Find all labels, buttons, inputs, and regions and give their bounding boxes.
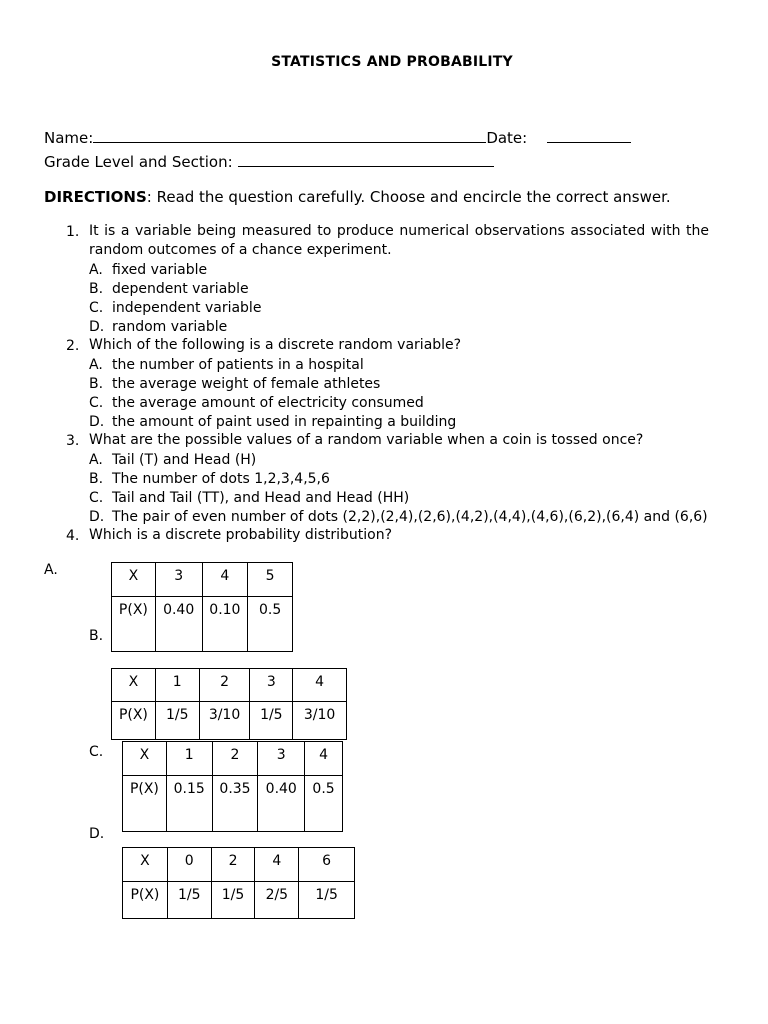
option-letter: B. [89,281,104,297]
option[interactable] [89,319,227,335]
table-cell: 2 [199,669,250,702]
question-number: 2. [66,338,80,354]
option-text: independent variable [112,300,262,316]
option[interactable] [89,376,380,392]
question-number: 4. [66,528,80,544]
option-letter: C. [89,300,104,316]
option-text: Tail (T) and Head (H) [112,452,257,468]
question-number: 3. [66,433,80,449]
table-cell: 3 [155,563,202,597]
directions [44,188,671,206]
table-cell: 1 [155,669,199,702]
grade-label: Grade Level and Section: [44,153,233,171]
option-letter: B. [89,471,104,487]
option-text: random variable [112,319,228,335]
page-title: STATISTICS AND PROBABILITY [271,54,513,70]
table-cell: P(X) [123,776,167,832]
option[interactable] [89,300,261,316]
table-cell: 0.5 [248,597,293,652]
table-cell: 0 [167,848,211,882]
table-cell: 0.40 [155,597,202,652]
probability-table-c [122,741,343,832]
option[interactable] [89,414,456,430]
directions-text: : Read the question carefully. Choose and encircle the correct answer. [146,188,671,206]
grade-blank[interactable] [238,151,494,167]
option-letter: A. [89,452,103,468]
option[interactable] [89,452,256,468]
table-cell: 4 [293,669,347,702]
question-number: 1. [66,224,80,240]
option[interactable] [89,471,330,487]
table-cell: 1 [166,742,212,776]
table-cell: 2/5 [255,882,299,919]
table-cell: 4 [305,742,343,776]
option-text: the average weight of female athletes [112,376,381,392]
table-cell: 3 [258,742,305,776]
table-cell: 6 [299,848,355,882]
table-cell: 3 [250,669,293,702]
table-cell: 4 [202,563,248,597]
table-cell: 3/10 [293,702,347,740]
table-cell: X [112,563,156,597]
table-cell: 2 [211,848,255,882]
question-text: It is a variable being measured to produce numerical observations associated with the random outcomes of a chance experiment. [89,223,709,258]
table-cell: 1/5 [167,882,211,919]
option[interactable] [89,490,409,506]
table-cell: 0.35 [212,776,258,832]
option-letter: D. [89,509,105,525]
option[interactable] [89,262,207,278]
table-cell: 3/10 [199,702,250,740]
option-letter: A. [89,357,103,373]
probability-table-b [111,668,347,740]
table-cell: X [123,742,167,776]
option-text: The number of dots 1,2,3,4,5,6 [112,471,330,487]
option-text: dependent variable [112,281,249,297]
name-blank[interactable] [93,127,486,143]
option[interactable] [89,509,708,525]
option-letter: C. [89,395,104,411]
table-cell: 1/5 [250,702,293,740]
table-cell: P(X) [123,882,168,919]
table-cell: 1/5 [155,702,199,740]
name-label: Name: [44,129,94,147]
option-text: Tail and Tail (TT), and Head and Head (HH) [112,490,410,506]
table-cell: X [112,669,156,702]
table-cell: 1/5 [299,882,355,919]
probability-table-d [122,847,355,919]
table-cell: X [123,848,168,882]
table-cell: 4 [255,848,299,882]
option[interactable] [89,281,249,297]
date-blank[interactable] [547,127,631,143]
table-cell: 0.10 [202,597,248,652]
table-label-d[interactable]: D. [89,826,105,842]
question-text: Which is a discrete probability distribution? [89,527,393,543]
table-cell: 5 [248,563,293,597]
table-cell: 2 [212,742,258,776]
option-letter: C. [89,490,104,506]
table-label-c[interactable]: C. [89,744,104,760]
directions-label: DIRECTIONS [44,188,147,206]
option-letter: B. [89,376,104,392]
table-label-a[interactable]: A. [44,562,58,578]
table-cell: P(X) [112,702,156,740]
option-text: the average amount of electricity consumed [112,395,424,411]
table-label-b[interactable]: B. [89,628,104,644]
table-cell: 0.5 [305,776,343,832]
option-letter: A. [89,262,103,278]
date-label: Date: [486,129,528,147]
table-cell: 0.40 [258,776,305,832]
table-cell: P(X) [112,597,156,652]
grade-line [44,151,494,171]
option-text: the number of patients in a hospital [112,357,364,373]
option-letter: D. [89,319,105,335]
probability-table-a [111,562,293,652]
option-text: fixed variable [112,262,208,278]
option-letter: D. [89,414,105,430]
question-text: Which of the following is a discrete random variable? [89,337,462,353]
question-text: What are the possible values of a random variable when a coin is tossed once? [89,432,644,448]
name-date-line [44,127,631,147]
option-text: The pair of even number of dots (2,2),(2,4),(2,6),(4,2),(4,4),(4,6),(6,2),(6,4) and (6,6) [112,509,708,525]
table-cell: 0.15 [166,776,212,832]
option-text: the amount of paint used in repainting a building [112,414,457,430]
option[interactable] [89,357,364,373]
table-cell: 1/5 [211,882,255,919]
option[interactable] [89,395,424,411]
